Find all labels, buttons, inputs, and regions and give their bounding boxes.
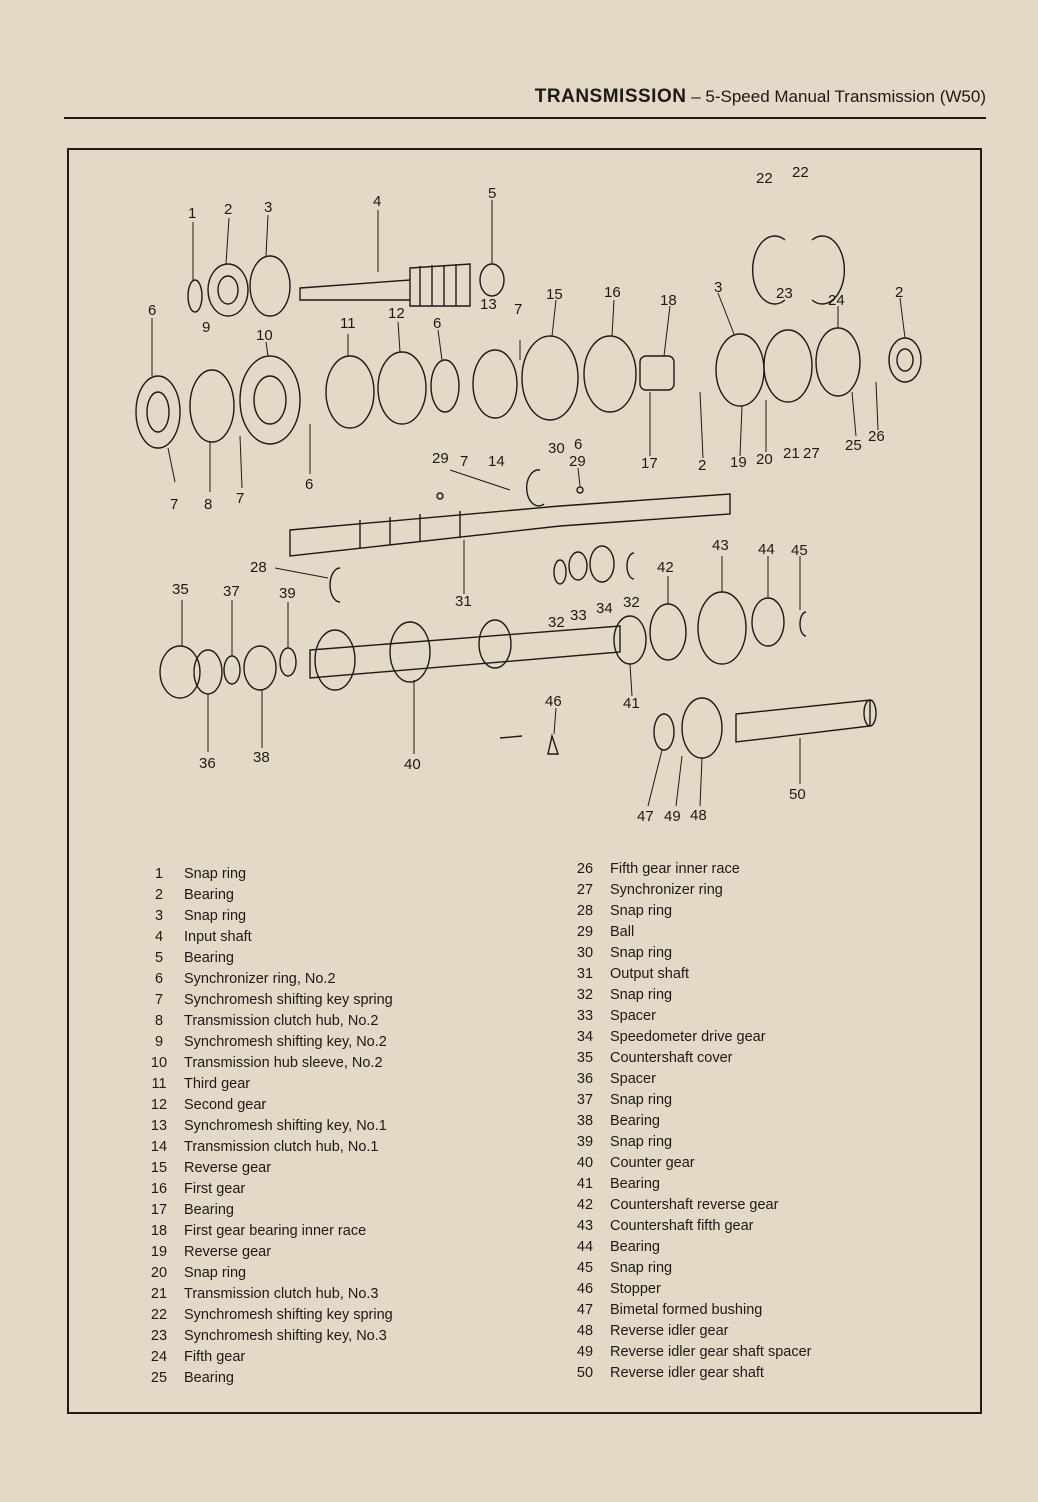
part-snap-ring-1	[188, 280, 202, 312]
part-synchronizer-ring-6	[136, 376, 180, 448]
part-ball-29a	[437, 493, 443, 499]
part-clutch-hub-21	[764, 330, 812, 402]
callout-8: 8	[204, 496, 213, 513]
callout-6b: 6	[433, 315, 442, 332]
part-spacer-36	[194, 650, 222, 694]
callout-7d: 7	[460, 453, 469, 470]
callout-10: 10	[256, 327, 273, 344]
part-fifth-gear-24	[816, 328, 860, 396]
callout-29b: 29	[569, 453, 586, 470]
legend-row: 50 Reverse idler gear shaft	[576, 1365, 764, 1381]
legend-row: 3 Snap ring	[154, 908, 247, 924]
callout-45: 45	[791, 542, 808, 559]
callout-41: 41	[623, 695, 640, 712]
callout-28: 28	[250, 559, 267, 576]
input-shaft-group	[188, 256, 504, 316]
part-output-shaft-31	[290, 494, 730, 556]
callout-48: 48	[690, 807, 707, 824]
callout-18: 18	[660, 292, 677, 309]
callout-49: 49	[664, 808, 681, 825]
part-reverse-gear-42	[650, 604, 686, 660]
part-snap-ring-28	[330, 568, 340, 602]
callout-40: 40	[404, 756, 421, 773]
legend-row: 35 Countershaft cover	[576, 1050, 733, 1066]
callout-1: 1	[188, 205, 197, 222]
legend-row: 18 First gear bearing inner race	[150, 1223, 367, 1239]
legend-row: 25 Bearing	[150, 1370, 234, 1386]
legend-row: 23 Synchromesh shifting key, No.3	[150, 1328, 387, 1344]
part-fifth-gear-43	[698, 592, 746, 664]
callout-13: 13	[480, 296, 497, 313]
legend-row: 22 Synchromesh shifting key spring	[150, 1307, 393, 1323]
part-spacer-33	[569, 552, 587, 580]
callout-12: 12	[388, 305, 405, 322]
callout-35: 35	[172, 581, 189, 598]
callout-6a: 6	[148, 302, 157, 319]
callout-labels	[148, 164, 903, 825]
legend-row: 47 Bimetal formed bushing	[576, 1302, 763, 1318]
legend-row: 28 Snap ring	[576, 903, 673, 919]
legend-row: 27 Synchronizer ring	[576, 882, 723, 898]
callout-16: 16	[604, 284, 621, 301]
legend-row: 5 Bearing	[154, 950, 234, 966]
legend-row: 14 Transmission clutch hub, No.1	[150, 1139, 379, 1155]
legend-row: 49 Reverse idler gear shaft spacer	[576, 1344, 812, 1360]
part-bearing-2b	[889, 338, 921, 382]
legend-row: 21 Transmission clutch hub, No.3	[150, 1286, 379, 1302]
callout-3: 3	[264, 199, 273, 216]
legend-row: 29 Ball	[576, 924, 635, 940]
legend-row: 30 Snap ring	[576, 945, 673, 961]
part-reverse-gear-19	[716, 334, 764, 406]
legend-row: 13 Synchromesh shifting key, No.1	[150, 1118, 387, 1134]
callout-27: 27	[803, 445, 820, 462]
legend-row: 24 Fifth gear	[150, 1349, 246, 1365]
callout-34: 34	[596, 600, 613, 617]
parts-legend-left	[140, 864, 393, 1389]
callout-32b: 32	[623, 594, 640, 611]
part-snap-ring-32b	[627, 553, 634, 579]
part-reverse-gear-15	[522, 336, 578, 420]
part-bearing-38	[244, 646, 276, 690]
part-speedo-gear-34	[590, 546, 614, 582]
part-clutch-hub-14	[473, 350, 517, 418]
part-snap-ring-39	[280, 648, 296, 676]
callout-17: 17	[641, 455, 658, 472]
countershaft-group	[160, 592, 806, 698]
callout-36: 36	[199, 755, 216, 772]
legend-row: 9 Synchromesh shifting key, No.2	[154, 1034, 387, 1050]
legend-row: 33 Spacer	[576, 1008, 656, 1024]
callout-29a: 29	[432, 450, 449, 467]
callout-38: 38	[253, 749, 270, 766]
callout-14: 14	[488, 453, 505, 470]
part-third-gear-11	[326, 356, 374, 428]
legend-row: 44 Bearing	[576, 1239, 660, 1255]
legend-row: 37 Snap ring	[576, 1092, 673, 1108]
part-snap-ring-3	[250, 256, 290, 316]
legend-row: 10 Transmission hub sleeve, No.2	[150, 1055, 383, 1071]
callout-43: 43	[712, 537, 729, 554]
part-idler-shaft-50	[736, 700, 870, 742]
callout-32a: 32	[548, 614, 565, 631]
callout-2b: 2	[895, 284, 904, 301]
legend-row: 36 Spacer	[576, 1071, 656, 1087]
legend-row: 11 Third gear	[151, 1076, 251, 1092]
callout-44: 44	[758, 541, 775, 558]
part-snap-ring-37	[224, 656, 240, 684]
part-hub-sleeve-10	[240, 356, 300, 444]
callout-22b: 22	[792, 164, 809, 181]
legend-row: 38 Bearing	[576, 1113, 660, 1129]
legend-row: 48 Reverse idler gear	[576, 1323, 729, 1339]
callout-5: 5	[488, 185, 497, 202]
callout-42: 42	[657, 559, 674, 576]
part-stopper-46	[548, 736, 558, 754]
callout-25: 25	[845, 437, 862, 454]
part-counter-gear-40	[310, 626, 620, 678]
callout-47: 47	[637, 808, 654, 825]
part-bearing-44	[752, 598, 784, 646]
part-bearing-5	[480, 264, 504, 296]
callout-22a: 22	[756, 170, 773, 187]
part-ball-29b	[577, 487, 583, 493]
callout-7c: 7	[236, 490, 245, 507]
legend-row: 46 Stopper	[576, 1281, 661, 1297]
callout-15: 15	[546, 286, 563, 303]
part-idler-gear-48	[682, 698, 722, 758]
legend-row: 7 Synchromesh shifting key spring	[154, 992, 393, 1008]
callout-7a: 7	[514, 301, 523, 318]
part-bearing-2	[208, 264, 248, 316]
legend-row: 41 Bearing	[576, 1176, 660, 1192]
callout-4: 4	[373, 193, 382, 210]
callout-2: 2	[224, 201, 233, 218]
legend-row: 43 Countershaft fifth gear	[576, 1218, 754, 1234]
callout-26: 26	[868, 428, 885, 445]
part-bolt	[500, 736, 522, 738]
callout-50: 50	[789, 786, 806, 803]
legend-row: 32 Snap ring	[576, 987, 673, 1003]
legend-row: 20 Snap ring	[150, 1265, 247, 1281]
callout-37: 37	[223, 583, 240, 600]
part-second-gear-12	[378, 352, 426, 424]
legend-row: 17 Bearing	[150, 1202, 234, 1218]
legend-row: 4 Input shaft	[154, 929, 252, 945]
callout-21: 21	[783, 445, 800, 462]
legend-row: 34 Speedometer drive gear	[576, 1029, 766, 1045]
legend-row: 26 Fifth gear inner race	[576, 861, 740, 877]
part-clutch-hub-8	[190, 370, 234, 442]
legend-row: 39 Snap ring	[576, 1134, 673, 1150]
legend-row: 40 Counter gear	[576, 1155, 695, 1171]
legend-row: 31 Output shaft	[576, 966, 689, 982]
callout-7b: 7	[170, 496, 179, 513]
callout-6c: 6	[305, 476, 314, 493]
part-synchronizer-ring-6b	[431, 360, 459, 412]
callout-39: 39	[279, 585, 296, 602]
part-snap-ring-32a	[554, 560, 566, 584]
callout-23: 23	[776, 285, 793, 302]
parts-legend-right	[566, 859, 812, 1384]
callout-20: 20	[756, 451, 773, 468]
part-snap-ring-45	[800, 612, 806, 636]
callout-33: 33	[570, 607, 587, 624]
legend-row: 15 Reverse gear	[150, 1160, 272, 1176]
callout-31: 31	[455, 593, 472, 610]
callout-2c: 2	[698, 457, 707, 474]
legend-row: 1 Snap ring	[154, 866, 247, 882]
callout-46: 46	[545, 693, 562, 710]
callout-9: 9	[202, 319, 211, 336]
legend-row: 42 Countershaft reverse gear	[576, 1197, 779, 1213]
part-bushing-47	[654, 714, 674, 750]
callout-11: 11	[340, 315, 356, 332]
legend-row: 16 First gear	[150, 1181, 246, 1197]
legend-row: 45 Snap ring	[576, 1260, 673, 1276]
legend-row: 8 Transmission clutch hub, No.2	[154, 1013, 379, 1029]
callout-30: 30	[548, 440, 565, 457]
legend-row: 12 Second gear	[150, 1097, 267, 1113]
callout-24: 24	[828, 292, 845, 309]
legend-row: 19 Reverse gear	[150, 1244, 272, 1260]
legend-row: 2 Bearing	[154, 887, 234, 903]
part-snap-ring-30	[527, 470, 544, 506]
callout-3b: 3	[714, 279, 723, 296]
part-first-gear-16	[584, 336, 636, 412]
callout-6d: 6	[574, 436, 583, 453]
section-title: TRANSMISSION	[534, 86, 687, 107]
callout-19: 19	[730, 454, 747, 471]
section-subtitle: – 5-Speed Manual Transmission (W50)	[691, 87, 986, 106]
part-bearing-41	[614, 616, 646, 664]
legend-row: 6 Synchronizer ring, No.2	[154, 971, 336, 987]
part-inner-race-18	[640, 356, 674, 390]
